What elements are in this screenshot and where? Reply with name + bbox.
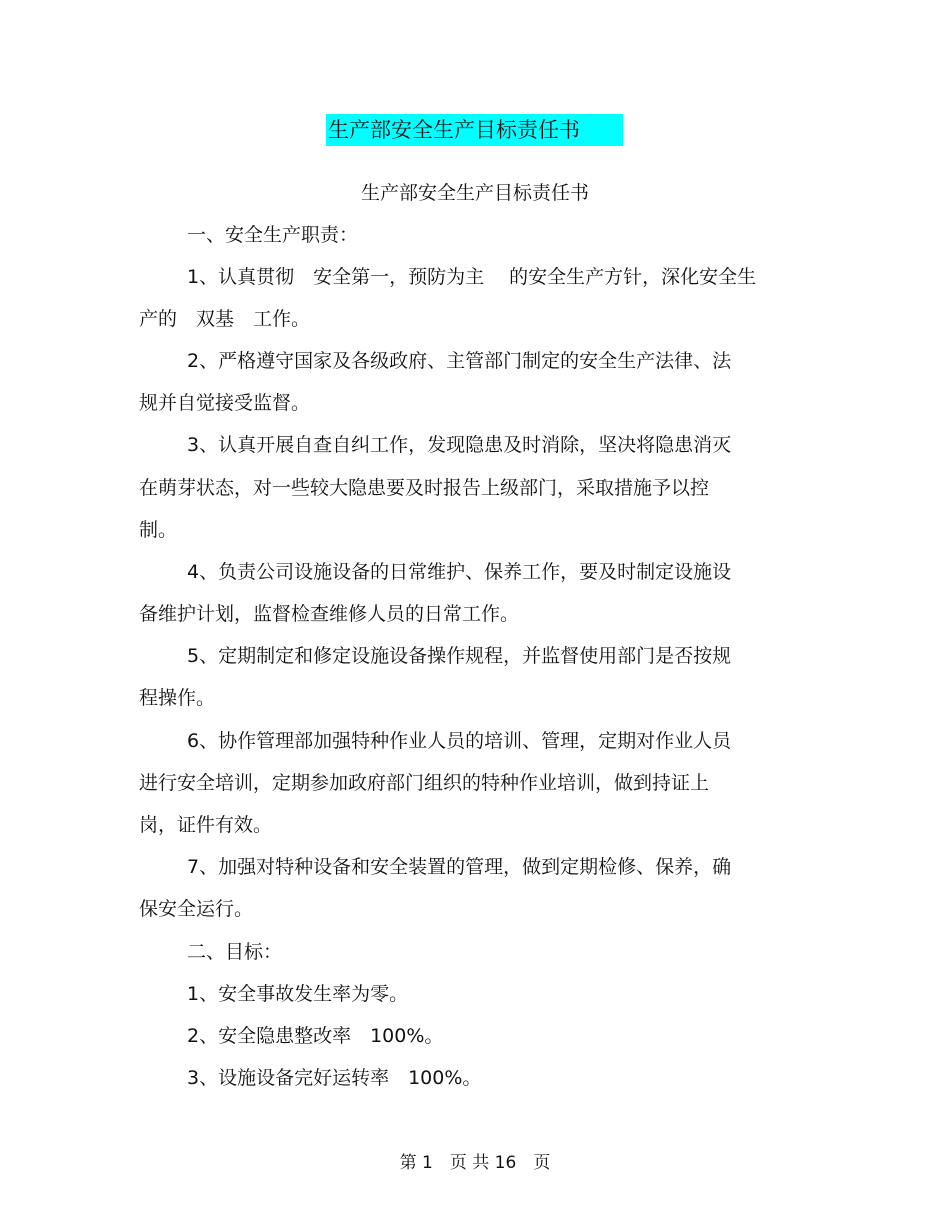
paragraph-line: 备维护计划，监督检查维修人员的日常工作。 (139, 603, 520, 625)
paragraph-line: 进行安全培训，定期参加政府部门组织的特种作业培训，做到持证上 (139, 772, 710, 794)
paragraph-line: 制。 (139, 519, 178, 541)
section-heading-duties: 一、安全生产职责： (187, 224, 359, 246)
paragraph-line: 6、协作管理部加强特种作业人员的培训、管理，定期对作业人员 (187, 730, 732, 752)
paragraph-line: 保安全运行。 (139, 898, 254, 920)
paragraph-line: 7、加强对特种设备和安全装置的管理，做到定期检修、保养，确 (187, 856, 732, 878)
paragraph-line: 规并自觉接受监督。 (139, 392, 311, 414)
paragraph-line: 3、认真开展自查自纠工作，发现隐患及时消除，坚决将隐患消灭 (187, 434, 732, 456)
paragraph-line: 在萌芽状态，对一些较大隐患要及时报告上级部门，采取措施予以控 (139, 477, 710, 499)
paragraph-line: 产的 双基 工作。 (139, 308, 311, 330)
goal-item: 1、安全事故发生率为零。 (187, 983, 409, 1005)
page-number: 第 1 页 共 16 页 (399, 1153, 551, 1173)
highlighted-title: 生产部安全生产目标责任书 (326, 114, 623, 146)
goal-item: 3、设施设备完好运转率 100%。 (187, 1067, 482, 1089)
section-heading-goals: 二、目标： (187, 941, 283, 963)
paragraph-line: 程操作。 (139, 687, 216, 709)
paragraph-line: 4、负责公司设施设备的日常维护、保养工作，要及时制定设施设 (187, 561, 732, 583)
goal-item: 2、安全隐患整改率 100%。 (187, 1025, 444, 1047)
paragraph-line: 2、严格遵守国家及各级政府、主管部门制定的安全生产法律、法 (187, 350, 732, 372)
paragraph-line: 岗，证件有效。 (139, 814, 273, 836)
paragraph-line: 1、认真贯彻 安全第一，预防为主 的安全生产方针，深化安全生 (187, 266, 757, 288)
paragraph-line: 5、定期制定和修定设施设备操作规程，并监督使用部门是否按规 (187, 645, 732, 667)
document-subtitle: 生产部安全生产目标责任书 (360, 182, 589, 204)
